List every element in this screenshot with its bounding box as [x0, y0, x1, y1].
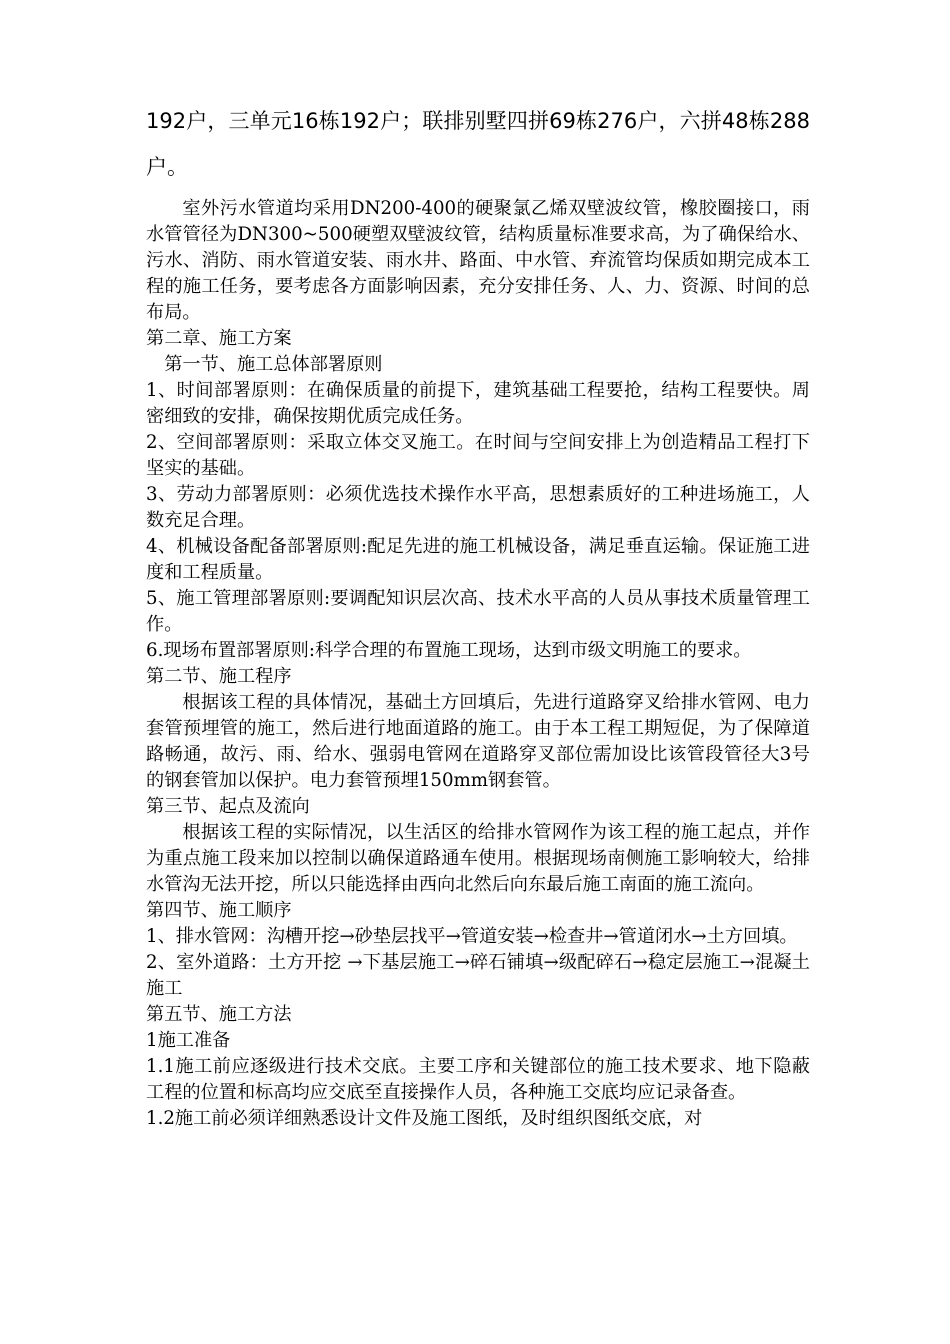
subsection-heading: 1施工准备	[146, 1030, 231, 1051]
section-heading: 第四节、施工顺序	[146, 900, 292, 921]
document-page	[146, 98, 810, 1132]
list-item: 5、施工管理部署原则:要调配知识层次高、技术水平高的人员从事技术质量管理工作。	[146, 588, 810, 635]
section-heading: 第二节、施工程序	[146, 666, 292, 687]
paragraph: 根据该工程的实际情况，以生活区的给排水管网作为该工程的施工起点，并作为重点施工段来加以控制以确保道路通车使用。根据现场南侧施工影响较大，给排水管沟无法开挖，所以只能选择由西向北然后向东最后施工南面的施工流向。	[146, 822, 810, 895]
list-item: 6.现场布置部署原则:科学合理的布置施工现场，达到市级文明施工的要求。	[146, 640, 752, 661]
paragraph: 根据该工程的具体情况，基础土方回填后，先进行道路穿叉给排水管网、电力套管预埋管的施工，然后进行地面道路的施工。由于本工程工期短促，为了保障道路畅通，故污、雨、给水、强弱电管网在道路穿叉部位需加设比该管段管径大3号的钢套管加以保护。电力套管预埋150mm钢套管。	[146, 692, 810, 791]
section-heading: 第三节、起点及流向	[146, 796, 310, 817]
list-item: 1、排水管网：沟槽开挖→砂垫层找平→管道安装→检查井→管道闭水→土方回填。	[146, 926, 798, 947]
list-item: 1、时间部署原则：在确保质量的前提下，建筑基础工程要抢，结构工程要快。周密细致的安排，确保按期优质完成任务。	[146, 380, 810, 427]
section-heading: 第一节、施工总体部署原则	[164, 354, 383, 375]
paragraph-sewage-pipes: 室外污水管道均采用DN200-400的硬聚氯乙烯双壁波纹管，橡胶圈接口，雨水管管径为DN300~500硬塑双壁波纹管，结构质量标准要求高，为了确保给水、污水、消防、雨水管道安装、雨水井、路面、中水管、弃流管均保质如期完成本工程的施工任务，要考虑各方面影响因素，充分安排任务、人、力、资源、时间的总布局。	[146, 198, 810, 323]
document-body	[146, 196, 810, 1132]
chapter-heading: 第二章、施工方案	[146, 328, 292, 349]
list-item: 4、机械设备配备部署原则:配足先进的施工机械设备，满足垂直运输。保证施工进度和工程质量。	[146, 536, 810, 583]
list-item: 3、劳动力部署原则：必须优选技术操作水平高，思想素质好的工种进场施工，人数充足合理。	[146, 484, 810, 531]
section-heading: 第五节、施工方法	[146, 1004, 292, 1025]
list-item: 1.1施工前应逐级进行技术交底。主要工序和关键部位的施工技术要求、地下隐蔽工程的位置和标高均应交底至直接操作人员，各种施工交底均应记录备查。	[146, 1056, 810, 1103]
list-item: 1.2施工前必须详细熟悉设计文件及施工图纸，及时组织图纸交底，对	[146, 1108, 703, 1129]
top-paragraph: 192户，三单元16栋192户；联排别墅四拼69栋276户，六拼48栋288户。	[146, 109, 810, 179]
list-item: 2、室外道路：土方开挖 →下基层施工→碎石铺填→级配碎石→稳定层施工→混凝土施工	[146, 952, 810, 999]
list-item: 2、空间部署原则：采取立体交叉施工。在时间与空间安排上为创造精品工程打下坚实的基础。	[146, 432, 810, 479]
